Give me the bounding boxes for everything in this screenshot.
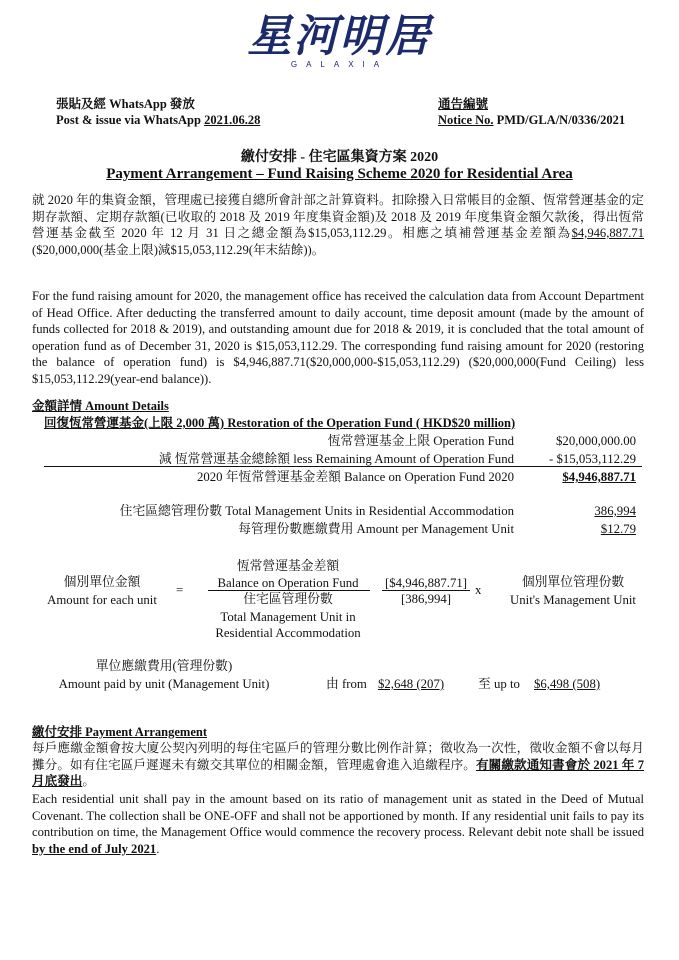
operation-fund-label: 恆常營運基金上限 Operation Fund bbox=[327, 434, 514, 448]
notice-number-line bbox=[438, 112, 625, 128]
formula-numerator-cn: 恆常營運基金差額 bbox=[236, 559, 340, 573]
intro-chinese-text: 就 2020 年的集資金額，管理處已接獲自總所會計部之計算資料。扣除撥入日常帳目的金額、恆常營運基金的定期存款額、定期存款額(已收取的 2018 及 2019 年度集資金額)及 2018 及 2019 年度集資金額欠款後，得出恆常營運基金截至 2020 年 12 月 31 日之總金額為$15,053,112.29。相應之填補營運基金差額為 bbox=[32, 193, 644, 240]
intro-chinese-tail: ($20,000,000(基金上限)減$15,053,112.29(年末結餘))。 bbox=[32, 242, 325, 257]
range-from-value: $2,648 (207) bbox=[378, 677, 445, 691]
payment-english-end: . bbox=[156, 841, 160, 856]
formula-denominator-value: [386,994] bbox=[400, 592, 452, 606]
range-from-label: 由 from bbox=[326, 677, 367, 691]
remaining-fund-value: - $15,053,112.29 bbox=[549, 452, 636, 466]
posting-label: 張貼及經 WhatsApp 發放 bbox=[56, 97, 195, 111]
payment-chinese-end: 。 bbox=[82, 774, 95, 788]
payment-heading-en: Payment Arrangement bbox=[85, 725, 207, 739]
restoration-subheading: 回復恆常營運基金(上限 2,000 萬) Restoration of the Operation Fund ( HKD$20 million) bbox=[44, 416, 516, 430]
notice-label-en: Notice No. bbox=[438, 113, 494, 127]
total-units-value: 386,994 bbox=[594, 504, 636, 518]
post-issue-line bbox=[56, 112, 260, 128]
title-english: Payment Arrangement – Fund Raising Scheme 2020 for Residential Area bbox=[106, 166, 573, 182]
balance-fund-label: 2020 年恆常營運基金差額 Balance on Operation Fund 2020 bbox=[196, 470, 514, 484]
total-units-label: 住宅區總管理份數 Total Management Units in Residential Accommodation bbox=[119, 504, 514, 518]
payment-chinese-emphasis: 有關繳款通知書會於 2021 年 7 月底發出 bbox=[32, 757, 644, 788]
range-label-cn: 單位應繳費用(管理份數) bbox=[95, 659, 233, 673]
formula-right-en: Unit's Management Unit bbox=[510, 593, 636, 607]
amount-details-heading-cn: 金額詳情 bbox=[32, 399, 83, 413]
range-to-label: 至 up to bbox=[478, 677, 520, 691]
formula-denominator-en-1: Total Management Unit in bbox=[220, 610, 356, 624]
range-label-en: Amount paid by unit (Management Unit) bbox=[58, 677, 270, 691]
formula-numerator-value: [$4,946,887.71] bbox=[384, 576, 468, 590]
per-unit-label: 每管理份數應繳費用 Amount per Management Unit bbox=[238, 522, 514, 536]
payment-heading-cn: 繳付安排 bbox=[32, 725, 83, 739]
amount-details-heading-en: Amount Details bbox=[85, 399, 169, 413]
payment-chinese bbox=[32, 740, 644, 790]
remaining-fund-label: 減 恆常營運基金總餘額 less Remaining Amount of Operation Fund bbox=[158, 452, 514, 466]
title-chinese: 繳付安排 - 住宅區集資方案 2020 bbox=[240, 150, 439, 165]
logo bbox=[0, 12, 679, 69]
intro-chinese bbox=[32, 192, 644, 258]
formula-equals: = bbox=[176, 583, 184, 597]
operation-fund-value: $20,000,000.00 bbox=[556, 434, 636, 448]
payment-english bbox=[32, 791, 644, 857]
formula-numerator-en: Balance on Operation Fund bbox=[217, 576, 359, 590]
issue-date: 2021.06.28 bbox=[204, 113, 261, 127]
notice-label-cn: 通告編號 bbox=[438, 97, 489, 111]
logo-chinese: 星河明居 bbox=[247, 11, 432, 62]
formula-left-en: Amount for each unit bbox=[47, 593, 157, 607]
logo-english: GALAXIA bbox=[290, 60, 389, 69]
post-issue-label: Post & issue via WhatsApp bbox=[56, 113, 201, 127]
intro-english: For the fund raising amount for 2020, the management office has received the calculation data from Account Department of Head Office. After deducting the transferred amount to daily account, time deposit amount (made by the amount of funds collected for 2018 & 2019), and outstanding amount due for 2018 & 2019, it is concluded that the total amount of operation fund as of December 31, 2020 is $15,053,112.29. The corresponding fund raising amount for 2020 (restoring the balance of operation fund) is $4,946,887.71($20,000,000-$15,053,112.29) ($20,000,000(Fund Ceiling) less $15,053,112.29(year-end balance)). bbox=[32, 289, 644, 386]
payment-english-text: Each residential unit shall pay in the amount based on its ratio of management unit as stated in the Deed of Mutual Covenant. The collection shall be ONE-OFF and shall not be apportioned by month. If any residential unit fails to pay its contribution on time, the Management Office would commence the recovery process. Relevant debit note shall be issued bbox=[32, 792, 644, 839]
formula-right-cn: 個別單位管理份數 bbox=[521, 575, 625, 589]
balance-fund-value: $4,946,887.71 bbox=[562, 470, 636, 484]
formula-left-cn: 個別單位金額 bbox=[63, 575, 141, 589]
payment-heading bbox=[32, 722, 207, 740]
formula-denominator-cn: 住宅區管理份數 bbox=[243, 592, 333, 606]
range-to-value: $6,498 (508) bbox=[534, 677, 601, 691]
amount-details-heading bbox=[32, 396, 169, 414]
formula-times: x bbox=[475, 583, 482, 597]
per-unit-value: $12.79 bbox=[600, 522, 636, 536]
intro-chinese-amount: $4,946,887.71 bbox=[571, 226, 644, 240]
formula-denominator-en-2: Residential Accommodation bbox=[215, 626, 361, 640]
payment-english-emphasis: by the end of July 2021 bbox=[32, 841, 157, 856]
divider bbox=[44, 466, 642, 467]
payment-chinese-text: 每戶應繳金額會按大廈公契內列明的每住宅區戶的管理分數比例作計算；徵收為一次性，徵收金額不會以每月攤分。如有住宅區戶遲遲未有繳交其單位的相關金額，管理處會進入追繳程序。 bbox=[32, 741, 644, 772]
notice-number: PMD/GLA/N/0336/2021 bbox=[496, 113, 626, 127]
